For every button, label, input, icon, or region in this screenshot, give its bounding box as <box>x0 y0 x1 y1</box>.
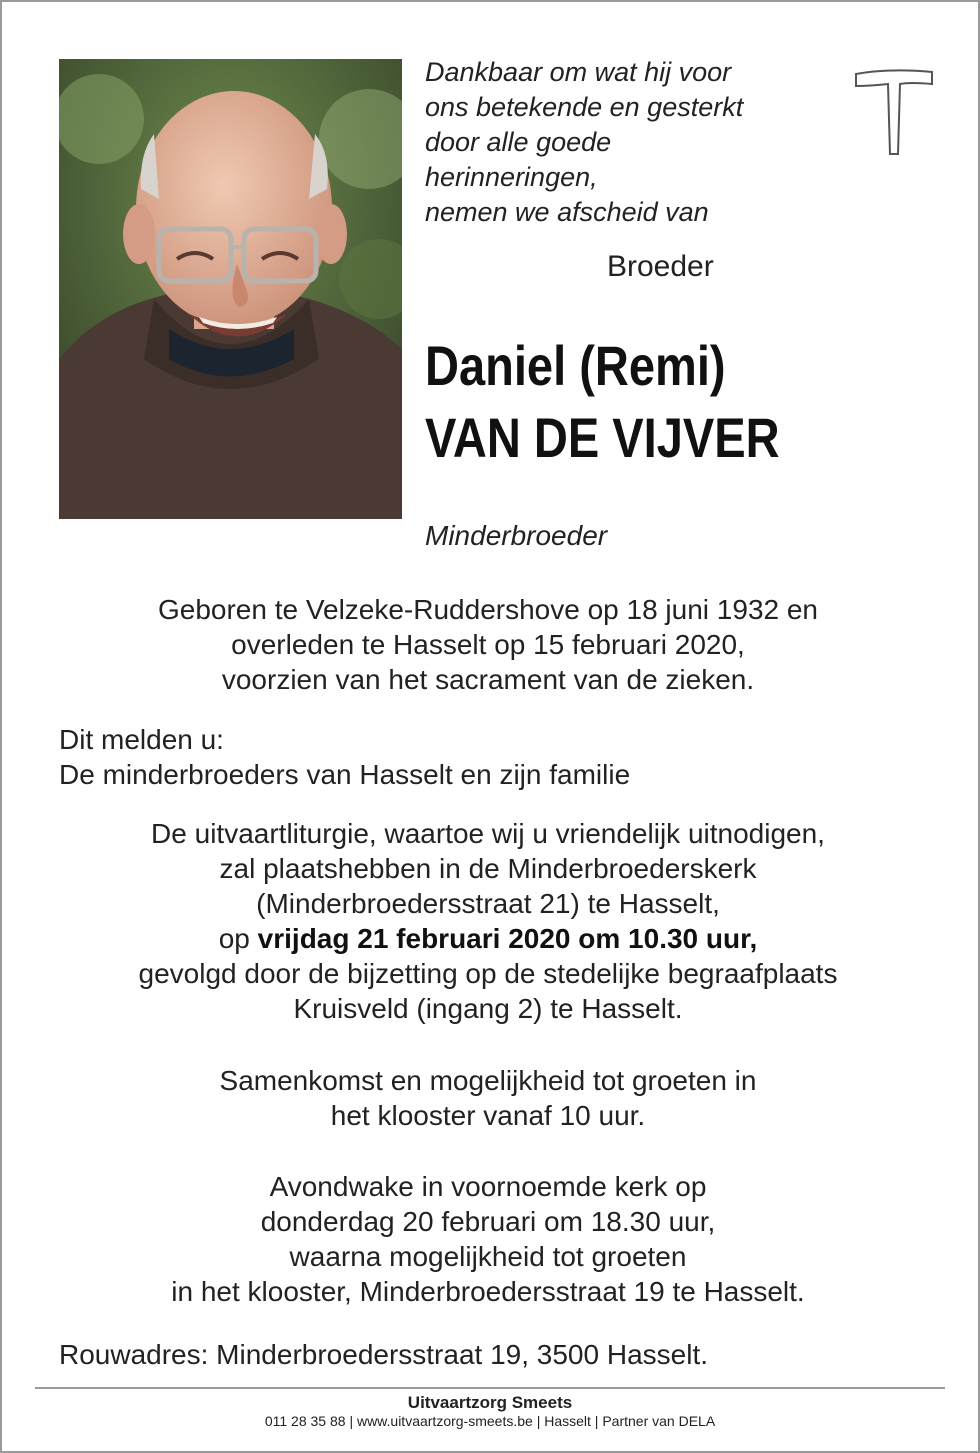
name-line-1: Daniel (Remi) <box>425 334 726 397</box>
funeral-line: Kruisveld (ingang 2) te Hasselt. <box>293 993 683 1024</box>
announcement <box>59 722 630 792</box>
occupation: Minderbroeder <box>425 520 608 551</box>
funeral-date-prefix: op <box>218 923 250 954</box>
vigil-line: donderdag 20 februari om 18.30 uur, <box>260 1206 716 1237</box>
birth-line: overleden te Hasselt op 15 februari 2020, <box>231 629 745 660</box>
intro-line: ons betekende en gesterkt <box>425 92 744 122</box>
gathering-line: het klooster vanaf 10 uur. <box>330 1100 646 1131</box>
mourning-address <box>59 1337 708 1372</box>
intro-line: door alle goede <box>425 127 612 157</box>
intro-line: nemen we afscheid van <box>425 197 709 227</box>
vigil-info <box>0 1169 976 1309</box>
birth-line: Geboren te Velzeke-Ruddershove op 18 juni 1932 en <box>157 594 819 625</box>
vigil-line: Avondwake in voornoemde kerk op <box>269 1171 707 1202</box>
name-line-2: VAN DE VIJVER <box>425 406 780 469</box>
footer-contact: 011 28 35 88 | www.uitvaartzorg-smeets.be | Hasselt | Partner van DELA <box>264 1413 716 1429</box>
funeral-date: vrijdag 21 februari 2020 om 10.30 uur, <box>257 923 758 954</box>
gathering-info <box>0 1063 976 1133</box>
vigil-line: waarna mogelijkheid tot groeten <box>289 1241 687 1272</box>
funeral-line: zal plaatshebben in de Minderbroederskerk <box>219 853 757 884</box>
intro-text <box>425 55 845 230</box>
portrait-photo <box>59 59 402 519</box>
intro-line: Dankbaar om wat hij voor <box>425 57 732 87</box>
funeral-info <box>0 816 976 1026</box>
vigil-line: in het klooster, Minderbroedersstraat 19 te Hasselt. <box>171 1276 805 1307</box>
announce-line: De minderbroeders van Hasselt en zijn familie <box>59 759 631 790</box>
tau-cross-icon <box>850 60 938 160</box>
footer-company: Uitvaartzorg Smeets <box>407 1393 573 1412</box>
funeral-line: gevolgd door de bijzetting op de stedelijke begraafplaats <box>138 958 838 989</box>
birth-death-info <box>0 592 976 697</box>
deceased-name <box>425 330 780 474</box>
funeral-date-line <box>0 921 976 956</box>
title-word: Broeder <box>607 250 714 283</box>
footer-divider <box>35 1387 945 1389</box>
funeral-line: De uitvaartliturgie, waartoe wij u vriendelijk uitnodigen, <box>151 818 825 849</box>
intro-line: herinneringen, <box>425 162 598 192</box>
funeral-line: (Minderbroedersstraat 21) te Hasselt, <box>256 888 720 919</box>
birth-line: voorzien van het sacrament van de zieken. <box>221 664 755 695</box>
announce-line: Dit melden u: <box>59 724 224 755</box>
mourning-address-line: Rouwadres: Minderbroedersstraat 19, 3500 Hasselt. <box>59 1339 709 1370</box>
gathering-line: Samenkomst en mogelijkheid tot groeten in <box>219 1065 757 1096</box>
